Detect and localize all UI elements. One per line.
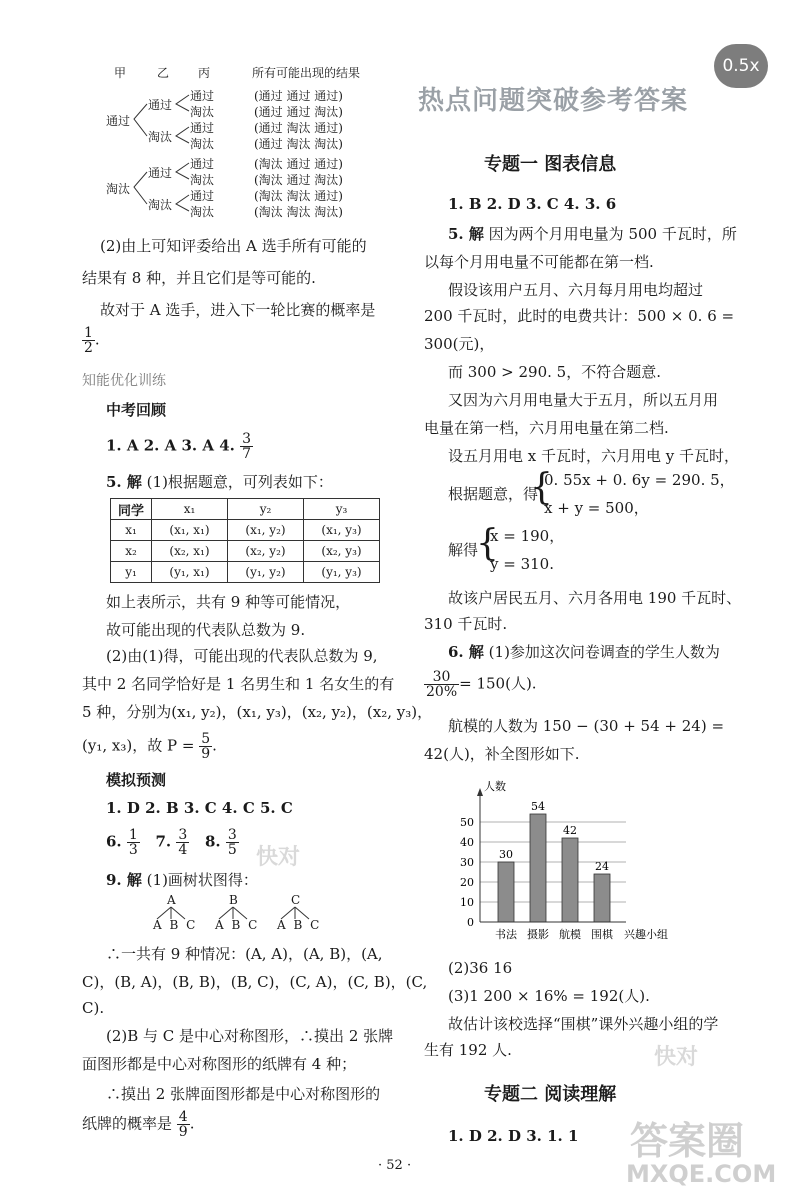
tree-header-bing: 丙 [198,66,211,80]
paragraph-line: C). [82,999,105,1017]
tree-second-node: 通过 [148,166,173,180]
q9-tree-root: C [291,893,301,907]
paragraph-line: 生有 192 人. [424,1041,512,1059]
tree-header-yi: 乙 [157,66,170,80]
paragraph-line: (2)由上可知评委给出 A 选手所有可能的 [100,237,367,255]
question-6-right: 6. 解 (1)参加这次问卷调查的学生人数为 [448,643,720,661]
paragraph-line: C)，(B, A)，(B, B)，(B, C)，(C, A)，(C, B)，(C, [82,973,428,991]
paragraph-line: (2)36 16 [448,959,513,977]
paragraph-line: 又因为六月用电量大于五月，所以五月用 [448,391,719,409]
page-title: 热点问题突破参考答案 [418,86,689,116]
paragraph-line: 200 千瓦时，此时的电费共计：500 × 0. 6 = [424,307,735,325]
topic-title: 专题二 阅读理解 [484,1084,617,1105]
q9-tree-branches [140,905,340,921]
tree-header-jia: 甲 [114,66,127,80]
chart-x-axis-label: 兴趣小组 [624,928,668,941]
topic-title: 专题一 图表信息 [484,154,617,175]
tree-second-node: 通过 [148,98,173,112]
table-cell: (y₁, x₁) [152,562,228,583]
chart-y-arrow [477,788,483,796]
table-cell: (x₂, y₂) [228,541,304,562]
fraction: $\frac{3}{4}$ [178,827,188,858]
equation-line: x = 190， [490,527,565,545]
chart-data-label: 30 [499,848,513,861]
answer-line: 1. D 2. D 3. 1. 1 [448,1127,579,1145]
chart-category-label: 航模 [559,928,581,941]
probability-line: 纸牌的概率是 $\frac{4}{9}$ . [82,1109,195,1140]
tree-first-node: 通过 [106,114,131,128]
tree-result: (淘汰 淘汰 通过) [254,189,343,203]
subsection-title: 模拟预测 [106,771,167,789]
tree-result: (淘汰 通过 淘汰) [254,173,343,187]
chart-data-label: 42 [563,824,577,837]
paragraph-line: 设五月用电 x 千瓦时，六月用电 y 千瓦时， [448,447,740,465]
tree-third-node: 淘汰 [190,205,215,219]
paragraph-line: 根据题意，得 [448,485,539,503]
speed-badge[interactable]: 0.5x [714,44,768,88]
tree-branches [0,0,400,230]
tree-third-node: 通过 [190,89,215,103]
tree-second-node: 淘汰 [148,130,173,144]
paragraph-line: 解得 [448,541,479,559]
q9-tree-root: B [229,893,238,907]
chart-y-tick-label: 40 [460,836,474,849]
table-cell: (x₁, y₃) [304,520,380,541]
table-row [111,520,380,541]
q9-tree-leaves: A B C [153,918,198,932]
tree-result: (淘汰 通过 通过) [254,157,343,171]
chart-data-label: 24 [595,860,609,873]
paragraph-line: (3)1 200 × 16% = 192(人). [448,987,650,1005]
chart-bar [594,874,610,922]
mock-fraction-answers: 6. $\frac{1}{3}$ 7. $\frac{3}{4}$ 8. $\frac{3}{5}$ [106,827,237,858]
watermark: MXQE.COM [626,1160,777,1188]
fraction: $\frac{1}{3}$ [128,827,138,858]
q9-tree-root: A [167,893,176,907]
paragraph-line: 其中 2 名同学恰好是 1 名男生和 1 名女生的有 [82,675,395,693]
paragraph-line: 故该户居民五月、六月各用电 190 千瓦时、 [448,589,742,607]
tree-third-node: 淘汰 [190,137,215,151]
table-row [111,562,380,583]
mock-answers: 1. D 2. B 3. C 4. C 5. C [106,799,293,817]
fraction: $\frac{4}{9}$ [178,1109,188,1140]
chart-category-label: 摄影 [527,928,549,941]
table-cell: x₂ [111,541,152,562]
paragraph-line: 如上表所示，共有 9 种等可能情况， [106,593,351,611]
table-header-cell: y₂ [228,499,304,520]
tree-third-node: 淘汰 [190,105,215,119]
tree-result: (通过 淘汰 通过) [254,121,343,135]
paragraph-line: (2)由(1)得，可能出现的代表队总数为 9, [106,647,378,665]
paragraph-line: 42(人)，补全图形如下. [424,745,580,763]
chart-data-label: 54 [531,800,545,813]
table-cell: x₁ [111,520,152,541]
page-number: · 52 · [378,1158,412,1173]
table-header-cell: x₁ [152,499,228,520]
fraction: $\frac{30}{20\%}$ [426,669,458,700]
paragraph-line: 以每个月用电量不可能都在第一档. [424,253,654,271]
section-title: 知能优化训练 [82,373,166,389]
q9-tree-leaves: A B C [215,918,260,932]
watermark: 快对 [654,1045,699,1070]
review-answers: 1. A 2. A 3. A 4. $\frac{3}{7}$ [106,431,252,462]
subsection-title: 中考回顾 [106,401,167,419]
chart-bar [562,838,578,922]
tree-result: (淘汰 淘汰 淘汰) [254,205,343,219]
tree-result: (通过 淘汰 淘汰) [254,137,343,151]
equation-line: y = 310. [490,555,554,573]
paragraph-line: 5 种，分别为(x₁, y₂)，(x₁, y₃)，(x₂, y₂)，(x₂, y₃)， [82,703,433,721]
paragraph-line: 结果有 8 种，并且它们是等可能的. [82,269,316,287]
tree-header-results: 所有可能出现的结果 [252,66,361,80]
table-cell: (x₁, x₁) [152,520,228,541]
table-cell: y₁ [111,562,152,583]
chart-y-tick-label: 0 [467,916,474,929]
paragraph-line: 面图形都是中心对称图形的纸牌有 4 种； [82,1055,357,1073]
question-9: 9. 解 (1)画树状图得： [106,871,258,889]
chart-category-label: 书法 [495,928,517,941]
q9-tree-leaves: A B C [277,918,322,932]
chart-y-axis-label: 人数 [484,780,506,793]
paragraph-line: ∴一共有 9 种情况：(A, A)，(A, B)，(A, [106,945,383,963]
fraction: $\frac{3}{7}$ [242,431,252,462]
table-header-cell: y₃ [304,499,380,520]
tree-result: (通过 通过 通过) [254,89,343,103]
paragraph-line: 而 300 > 290. 5，不符合题意. [448,363,661,381]
probability-answer: $\frac{1}{2}$ . [84,325,100,356]
paragraph-line: 故对于 A 选手，进入下一轮比赛的概率是 [100,301,376,319]
tree-third-node: 通过 [190,189,215,203]
chart-y-tick-label: 30 [460,856,474,869]
question-5: 5. 解 (1)根据题意，可列表如下： [106,473,333,491]
brace-icon: { [530,467,553,508]
fraction: $\frac{1}{2}$ [84,325,93,356]
tree-third-node: 淘汰 [190,173,215,187]
tree-third-node: 通过 [190,121,215,135]
chart-y-tick-label: 20 [460,876,474,889]
paragraph-line: 航模的人数为 150 − (30 + 54 + 24) = [448,717,725,735]
equation-line: 0. 55x + 0. 6y = 290. 5， [544,471,735,489]
paragraph-line: ∴摸出 2 张牌面图形都是中心对称图形的 [106,1085,381,1103]
fraction: $\frac{5}{9}$ [201,731,211,762]
fraction: $\frac{3}{5}$ [227,827,237,858]
paragraph-line: 电量在第一档，六月用电量在第二档. [424,419,669,437]
paragraph-line: 假设该用户五月、六月每月用电均超过 [448,281,704,299]
watermark: 答案圈 [630,1119,745,1163]
tree-second-node: 淘汰 [148,198,173,212]
tree-third-node: 通过 [190,157,215,171]
paragraph-line: 310 千瓦时. [424,615,508,633]
answer-line: 1. B 2. D 3. C 4. 3. 6 [448,195,617,213]
paragraph-line: 300(元)， [424,335,495,353]
bar-chart [440,772,700,944]
paragraph-line: 故估计该校选择“围棋”课外兴趣小组的学 [448,1015,719,1033]
brace-icon: { [476,523,499,564]
chart-category-label: 围棋 [591,928,613,941]
chart-y-tick-label: 50 [460,816,474,829]
watermark: 快对 [256,845,301,870]
paragraph-line: (2)B 与 C 是中心对称图形，∴摸出 2 张牌 [106,1027,394,1045]
calculation-line: $\frac{30}{20\%}$ = 150(人). [426,669,537,700]
question-5-right: 5. 解 因为两个月用电量为 500 千瓦时，所 [448,225,737,243]
table-cell: (x₁, y₂) [228,520,304,541]
table-row [111,541,380,562]
table-cell: (y₁, y₃) [304,562,380,583]
table-cell: (x₂, x₁) [152,541,228,562]
paragraph-line: 故可能出现的代表队总数为 9. [106,621,306,639]
table-cell: (y₁, y₂) [228,562,304,583]
table-header-cell: 同学 [111,499,152,520]
table-header-row [111,499,380,520]
result-table [110,498,380,583]
tree-first-node: 淘汰 [106,182,131,196]
chart-y-tick-label: 10 [460,896,474,909]
equation-line: x + y = 500， [544,499,649,517]
probability-line: (y₁, x₃)，故 P = $\frac{5}{9}$ . [82,731,217,762]
chart-bar [530,814,546,922]
chart-bar [498,862,514,922]
table-cell: (x₂, y₃) [304,541,380,562]
tree-result: (通过 通过 淘汰) [254,105,343,119]
